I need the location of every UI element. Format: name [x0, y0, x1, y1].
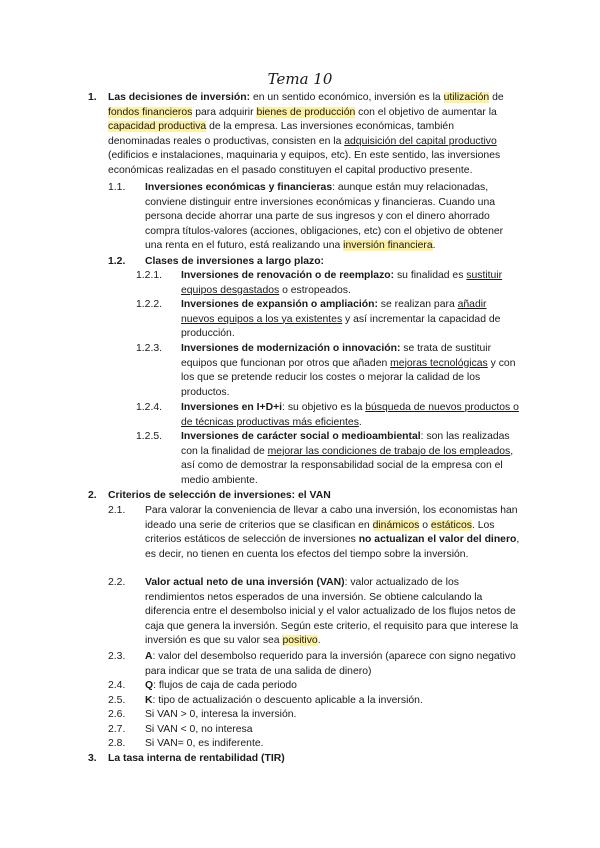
paragraph: Inversiones de carácter social o medioambiental: son las realizadas con la finalidad de mejorar las condiciones de trabajo de los empleados, así como de demostrar la responsabilidad social de la empresa con el medio ambiente.: [181, 431, 514, 486]
paragraph: Si VAN < 0, no interesa: [145, 724, 253, 735]
term-heading: A: [145, 651, 153, 662]
section-number: 1.2.5.: [136, 431, 162, 442]
highlight: bienes de producción: [256, 106, 356, 118]
term-heading: Clases de inversiones a largo plazo:: [145, 256, 325, 267]
paragraph: Inversiones de renovación o de reemplazo: su finalidad es sustituir equipos desgastados o estropeados.: [181, 270, 503, 296]
section-number: 1.2.4.: [136, 402, 162, 413]
section-number: 2.8.: [108, 738, 126, 749]
paragraph: Si VAN= 0, es indiferente.: [145, 738, 264, 749]
paragraph: [108, 489, 518, 504]
highlight: dinámicos: [372, 519, 420, 531]
term-heading: Inversiones de renovación o de reemplazo:: [181, 270, 395, 281]
term-heading: K: [145, 695, 153, 706]
section-number: 1.2.: [108, 256, 126, 267]
term-heading: Inversiones en I+D+i: [181, 402, 283, 413]
section-number: 1.2.1.: [136, 270, 162, 281]
section-number: 2.1.: [108, 505, 126, 516]
term-heading: Inversiones económicas y financieras: [145, 182, 333, 193]
highlight: fondos financieros: [108, 106, 193, 118]
section-number: 1.2.3.: [136, 343, 162, 354]
page-title: Tema 10: [267, 70, 333, 88]
term-heading: Valor actual neto de una inversión (VAN): [145, 577, 345, 588]
paragraph: Inversiones de modernización o innovación: se trata de sustituir equipos que funcionan por otros que añaden mejoras tecnológicas y con los que se pretende reducir los costes o mejorar la calidad de los productos.: [181, 343, 516, 398]
highlight: estáticos: [430, 519, 472, 531]
underline: mejoras tecnológicas: [390, 357, 488, 369]
term-heading: Las decisiones de inversión:: [108, 92, 251, 103]
term-heading: Inversiones de modernización o innovación:: [181, 343, 401, 354]
highlight: positivo: [282, 635, 318, 647]
section-number: 1.1.: [108, 182, 126, 193]
paragraph: Inversiones en I+D+i: su objetivo es la búsqueda de nuevos productos o de técnicas productivas más eficientes.: [181, 402, 519, 428]
highlight: capacidad productiva: [108, 121, 207, 133]
highlight: inversión financiera: [343, 240, 433, 252]
underline: sustituir equipos desgastados: [181, 270, 503, 296]
section-number: 2.2.: [108, 577, 126, 588]
paragraph: Inversiones de expansión o ampliación: se realizan para añadir nuevos equipos a los ya existentes y así incrementar la capacidad de producción.: [181, 299, 501, 340]
term-heading: Q: [145, 680, 154, 691]
underline: añadir nuevos equipos a los ya existentes: [181, 299, 487, 325]
underline: mejorar las condiciones de trabajo de los empleados: [267, 445, 511, 457]
section-number: 1.: [88, 92, 97, 103]
section-number: 2.6.: [108, 709, 126, 720]
section-number: 2.7.: [108, 724, 126, 735]
term-heading: Inversiones de carácter social o medioambiental: [181, 431, 421, 442]
paragraph: Para valorar la conveniencia de llevar a cabo una inversión, los economistas han ideado una serie de criterios que se clasifican en dinámicos o estáticos. Los criterios estáticos de selección de inversiones no actualizan el valor del dinero, es decir, no tienen en cuenta los efectos del tiempo sobre la inversión.: [145, 505, 520, 560]
paragraph: Las decisiones de inversión: en un sentido económico, inversión es la utilización de fondos financieros para adquirir bienes de producción con el objetivo de aumentar la capacidad productiva de la empresa. Las inversiones económicas, también denominadas reales o productivas, consisten en la adquisición del capital productivo (edificios e instalaciones, maquinaria y equipos, etc). En este sentido, las inversiones económicas realizadas en el pasado constituyen el capital productivo presente.: [108, 92, 504, 176]
section-number: 3.: [88, 753, 97, 764]
highlight: utilización: [443, 92, 490, 103]
term-heading: Inversiones de expansión o ampliación:: [181, 299, 378, 310]
section-number: 2.5.: [108, 695, 126, 706]
underline: adquisición del capital productivo: [344, 135, 497, 147]
section-number: 2.: [88, 490, 97, 501]
paragraph: Valor actual neto de una inversión (VAN): valor actualizado de los rendimientos netos esperados de una inversión. Se obtiene calculando la diferencia entre el desembolso inicial y el valor actualizado de los flujos netos de caja que genera la inversión. Según este criterio, el requisito para que interese la inversión es que su valor sea positivo.: [145, 577, 519, 647]
paragraph: K: tipo de actualización o descuento aplicable a la inversión.: [145, 695, 423, 706]
paragraph: A: valor del desembolso requerido para la inversión (aparece con signo negativo para indicar que se trata de una salida de dinero): [145, 651, 516, 677]
section-number: 2.3.: [108, 651, 126, 662]
section-number: 2.4.: [108, 680, 126, 691]
bold-text: no actualizan el valor del dinero: [358, 534, 517, 546]
term-heading: La tasa interna de rentabilidad (TIR): [108, 753, 285, 764]
underline: búsqueda de nuevos productos o de técnicas productivas más eficientes: [181, 402, 519, 428]
paragraph: Q: flujos de caja de cada periodo: [145, 680, 297, 691]
section-number: 1.2.2.: [136, 299, 162, 310]
paragraph: [145, 255, 517, 270]
paragraph: Inversiones económicas y financieras: aunque están muy relacionadas, conviene distinguir entre inversiones económicas y financieras. Cuando una persona decide ahorrar una parte de sus ingresos y con el dinero ahorrado compra títulos-valores (acciones, obligaciones, etc) con el objetivo de obtener una renta en el futuro, está realizando una inversión financiera.: [145, 182, 504, 252]
paragraph: [108, 752, 518, 767]
paragraph: Si VAN > 0, interesa la inversión.: [145, 709, 297, 720]
term-heading: Criterios de selección de inversiones: el VAN: [108, 490, 331, 501]
